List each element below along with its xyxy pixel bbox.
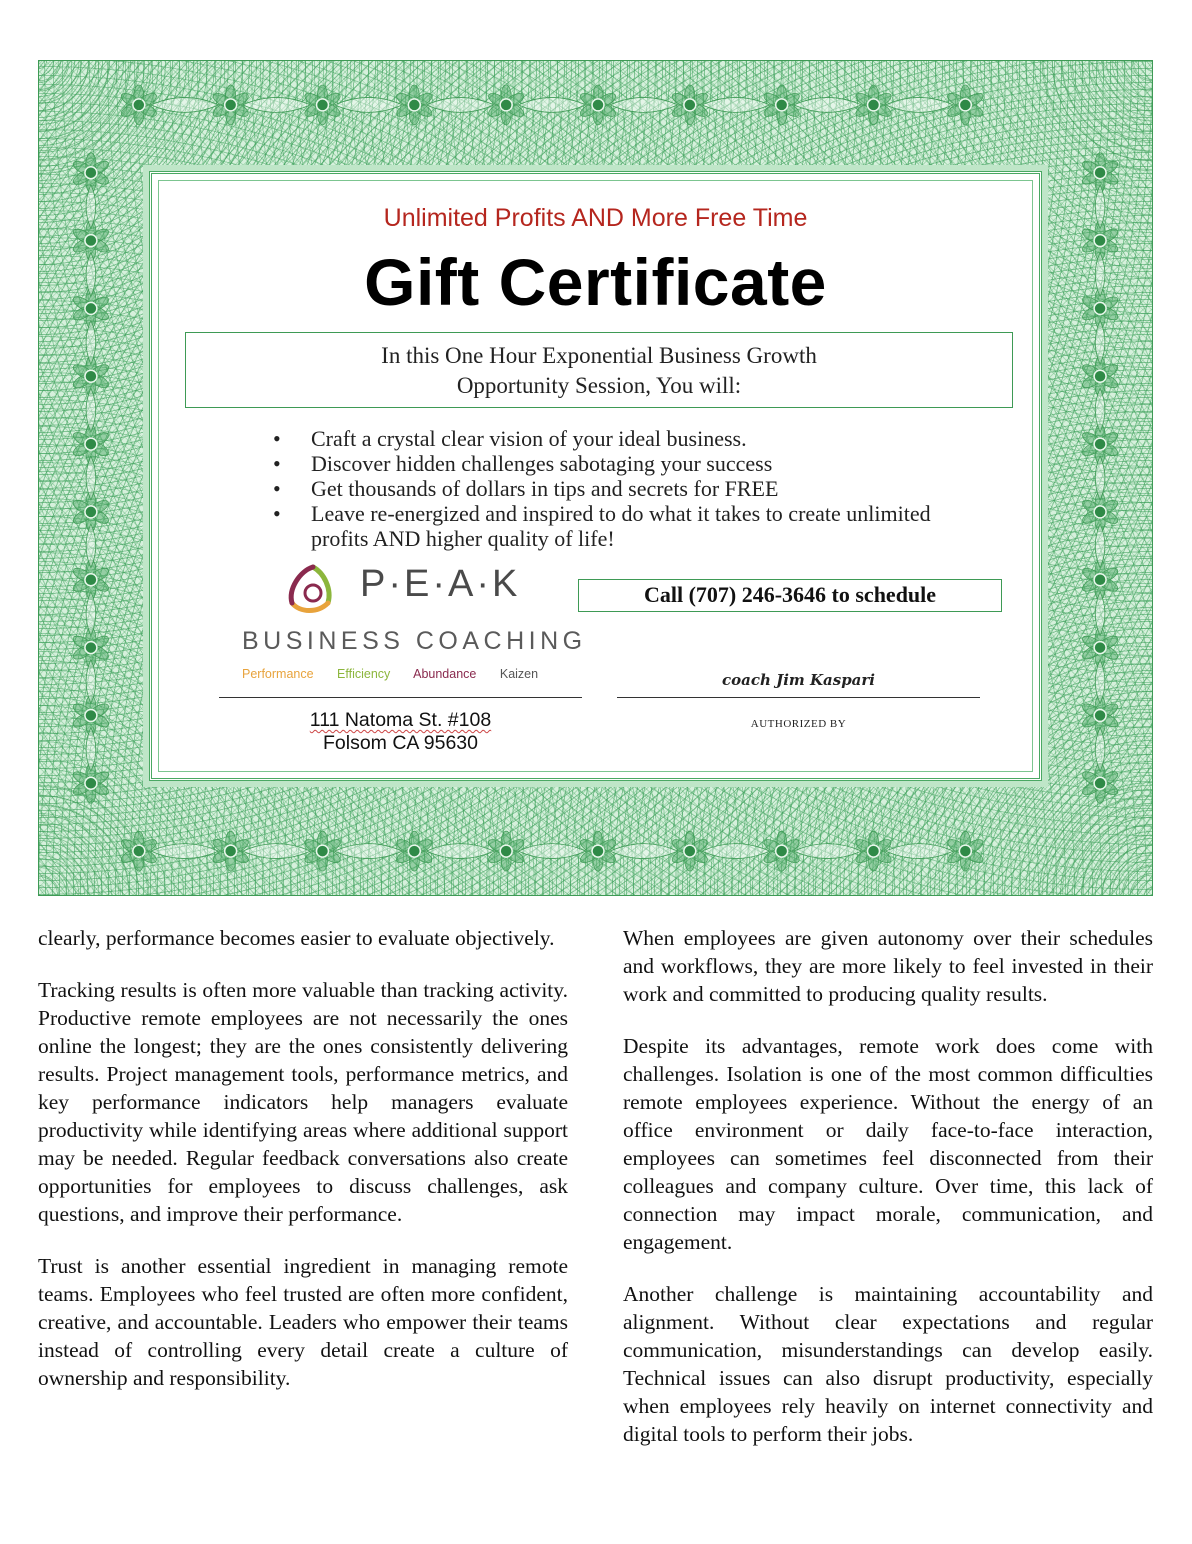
corner-guilloche-ornament bbox=[1092, 61, 1152, 121]
corner-guilloche-ornament bbox=[1042, 61, 1152, 171]
corner-guilloche-ornament bbox=[1122, 61, 1152, 91]
border-lens-ornament bbox=[86, 185, 96, 229]
benefit-item: • Leave re-energized and inspired to do what it takes to create unlimited profits AND higher quality of life! bbox=[267, 501, 967, 551]
article-paragraph: Tracking results is often more valuable than tracking activity. Productive remote employees are not necessarily the ones online the longest; they are the ones consistently delivering results. Project management tools, performance metrics, and key performance indicators help managers evaluate productivity while identifying areas where additional support may be needed. Regular feedback conversations also create opportunities for employees to discuss challenges, ask questions, and improve their performance. bbox=[38, 978, 568, 1226]
coach-signature: coach Jim Kaspari bbox=[721, 671, 876, 689]
corner-guilloche-ornament bbox=[1062, 61, 1152, 151]
border-lens-ornament bbox=[243, 97, 311, 112]
border-lens-ornament bbox=[151, 844, 219, 859]
corner-guilloche-ornament bbox=[1082, 825, 1152, 895]
benefits-list bbox=[267, 426, 967, 551]
border-lens-ornament bbox=[1095, 660, 1105, 704]
peak-logo bbox=[242, 559, 587, 689]
corner-guilloche-ornament bbox=[39, 835, 99, 895]
address-street: 111 Natoma St. #108 bbox=[309, 709, 492, 731]
border-lens-ornament bbox=[86, 660, 96, 704]
corner-guilloche-ornament bbox=[1072, 61, 1152, 141]
corner-guilloche-ornament bbox=[1072, 815, 1152, 895]
border-lens-ornament bbox=[610, 97, 678, 112]
signature-line bbox=[617, 697, 980, 698]
corner-guilloche-ornament bbox=[39, 61, 129, 151]
border-lens-ornament bbox=[151, 97, 219, 112]
corner-guilloche-ornament bbox=[39, 805, 129, 895]
border-lens-ornament bbox=[334, 97, 402, 112]
corner-guilloche-ornament bbox=[1112, 855, 1152, 895]
corner-guilloche-ornament bbox=[1082, 61, 1152, 131]
logo-value-abundance: Abundance bbox=[413, 667, 477, 681]
article-paragraph: Despite its advantages, remote work does come with challenges. Isolation is one of the most common difficulties remote employees experience. Without the energy of an office environment or daily face-to-face interaction, employees can sometimes feel disconnected from their colleagues and company culture. Over time, this lack of connection may impact morale, communication, and engagement. bbox=[623, 1034, 1153, 1254]
address-city: Folsom CA 95630 bbox=[322, 732, 478, 754]
border-lens-ornament bbox=[86, 456, 96, 500]
border-lens-ornament bbox=[1095, 456, 1105, 500]
address-divider bbox=[219, 697, 582, 698]
border-lens-ornament bbox=[86, 727, 96, 771]
border-lens-ornament bbox=[518, 844, 586, 859]
certificate-panel bbox=[149, 171, 1042, 781]
border-lens-ornament bbox=[1095, 727, 1105, 771]
gift-certificate bbox=[38, 60, 1153, 896]
corner-guilloche-ornament bbox=[39, 61, 69, 91]
logo-value-kaizen: Kaizen bbox=[499, 667, 539, 681]
border-lens-ornament bbox=[86, 253, 96, 297]
session-line-1: In this One Hour Exponential Business Growth bbox=[381, 343, 817, 368]
corner-guilloche-ornament bbox=[1052, 61, 1152, 161]
border-lens-ornament bbox=[794, 97, 862, 112]
corner-guilloche-ornament bbox=[1132, 875, 1152, 895]
border-lens-ornament bbox=[885, 844, 953, 859]
corner-guilloche-ornament bbox=[1062, 805, 1152, 895]
corner-guilloche-ornament bbox=[39, 855, 79, 895]
border-lens-ornament bbox=[426, 844, 494, 859]
border-lens-ornament bbox=[1095, 592, 1105, 636]
corner-guilloche-ornament bbox=[1132, 61, 1152, 81]
article-paragraph: clearly, performance becomes easier to evaluate objectively. bbox=[38, 926, 555, 950]
certificate-tagline: Unlimited Profits AND More Free Time bbox=[383, 204, 808, 232]
border-lens-ornament bbox=[610, 844, 678, 859]
corner-guilloche-ornament bbox=[39, 785, 149, 895]
peak-triangle-logo-icon bbox=[284, 563, 342, 617]
corner-guilloche-ornament bbox=[39, 61, 109, 131]
logo-name: P·E·A·K bbox=[360, 563, 521, 605]
corner-guilloche-ornament bbox=[39, 815, 119, 895]
border-lens-ornament bbox=[1095, 524, 1105, 568]
border-lens-ornament bbox=[86, 320, 96, 364]
benefit-item: • Discover hidden challenges sabotaging your success bbox=[267, 451, 967, 476]
article-paragraph: Another challenge is maintaining accountability and alignment. Without clear expectations and regular communication, misunderstandings can develop easily. Technical issues can also disrupt productivity, especially when employees rely heavily on internet connectivity and digital tools to perform their jobs. bbox=[623, 1282, 1153, 1446]
corner-guilloche-ornament bbox=[39, 61, 59, 81]
corner-guilloche-ornament bbox=[1122, 865, 1152, 895]
border-lens-ornament bbox=[1095, 388, 1105, 432]
corner-guilloche-ornament bbox=[39, 61, 99, 121]
certificate-title: Gift Certificate bbox=[364, 245, 827, 319]
border-lens-ornament bbox=[702, 844, 770, 859]
logo-value-efficiency: Efficiency bbox=[337, 667, 391, 681]
corner-guilloche-ornament bbox=[1112, 61, 1152, 101]
article-paragraph: Trust is another essential ingredient in managing remote teams. Employees who feel trusted are often more confident, creative, and accountable. Leaders who empower their teams instead of controlling every detail create a culture of ownership and responsibility. bbox=[38, 1254, 568, 1390]
border-lens-ornament bbox=[426, 97, 494, 112]
business-address bbox=[219, 709, 582, 755]
logo-values bbox=[242, 667, 562, 681]
border-lens-ornament bbox=[702, 97, 770, 112]
border-lens-ornament bbox=[1095, 320, 1105, 364]
logo-subtitle: BUSINESS COACHING bbox=[242, 627, 587, 655]
border-lens-ornament bbox=[243, 844, 311, 859]
border-lens-ornament bbox=[334, 844, 402, 859]
border-lens-ornament bbox=[86, 388, 96, 432]
border-lens-ornament bbox=[794, 844, 862, 859]
border-lens-ornament bbox=[86, 592, 96, 636]
logo-value-performance: Performance bbox=[242, 667, 314, 681]
article-paragraph: When employees are given autonomy over their schedules and workflows, they are more likely to feel invested in their work and committed to producing quality results. bbox=[623, 926, 1153, 1006]
benefit-item: • Craft a crystal clear vision of your ideal business. bbox=[267, 426, 967, 451]
corner-guilloche-ornament bbox=[39, 61, 79, 101]
article-column-right bbox=[623, 924, 1153, 1472]
border-lens-ornament bbox=[518, 97, 586, 112]
corner-guilloche-ornament bbox=[39, 825, 109, 895]
corner-guilloche-ornament bbox=[1042, 785, 1152, 895]
border-lens-ornament bbox=[86, 524, 96, 568]
article-column-left bbox=[38, 924, 568, 1416]
authorized-by-label: AUTHORIZED BY bbox=[750, 718, 847, 730]
border-lens-ornament bbox=[1095, 253, 1105, 297]
corner-guilloche-ornament bbox=[39, 61, 119, 141]
border-lens-ornament bbox=[1095, 185, 1105, 229]
session-line-2: Opportunity Session, You will: bbox=[456, 373, 742, 398]
corner-guilloche-ornament bbox=[1052, 795, 1152, 895]
corner-guilloche-ornament bbox=[39, 875, 59, 895]
call-to-schedule-box: Call (707) 246-3646 to schedule bbox=[578, 579, 1002, 612]
benefit-item: • Get thousands of dollars in tips and secrets for FREE bbox=[267, 476, 967, 501]
corner-guilloche-ornament bbox=[39, 61, 149, 171]
session-description-box bbox=[185, 332, 1013, 408]
corner-guilloche-ornament bbox=[1092, 835, 1152, 895]
border-lens-ornament bbox=[885, 97, 953, 112]
corner-guilloche-ornament bbox=[39, 865, 69, 895]
